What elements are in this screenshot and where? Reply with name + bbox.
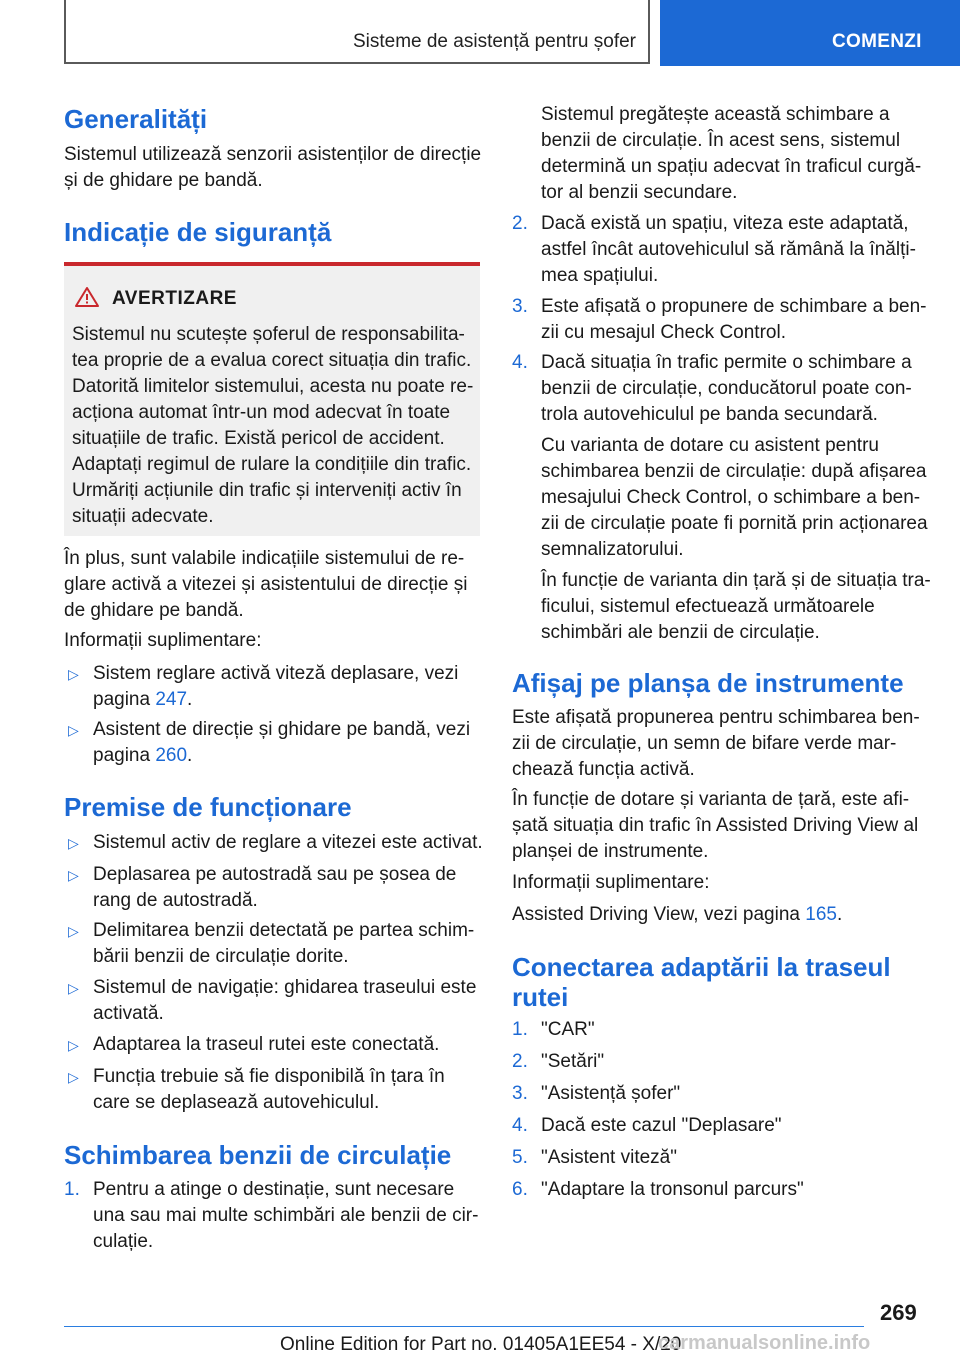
chapter-tab-label: COMENZI — [832, 31, 922, 52]
heading-display: Afișaj pe planșa de instrumente — [512, 668, 904, 698]
adv-reference: Assisted Driving View, vezi pagina 165. — [512, 904, 843, 925]
page-link[interactable]: 247 — [155, 689, 188, 710]
section-title: Sisteme de asistență pentru șofer — [352, 31, 636, 52]
triangle-bullet-icon: ▷ — [68, 1037, 79, 1053]
info-label: Informații suplimentare: — [512, 872, 710, 893]
plus-text-1: În plus, sunt valabile indicațiile sistemului de re‐ — [64, 548, 465, 569]
warning-triangle-icon — [74, 286, 100, 308]
header-section-box — [64, 0, 650, 64]
footer-edition: Online Edition for Part no. 01405A1EE54 - X/20 — [280, 1334, 682, 1355]
footer-divider — [64, 1326, 864, 1327]
triangle-bullet-icon: ▷ — [68, 835, 79, 851]
page-number: 269 — [880, 1300, 917, 1325]
heading-connect-2: rutei — [512, 982, 569, 1012]
plus-text-2: glare activă a vitezei și asistentului de direcție și — [64, 574, 468, 595]
plus-text-3: de ghidare pe bandă. — [64, 600, 244, 621]
triangle-bullet-icon: ▷ — [68, 666, 79, 682]
page-link[interactable]: 165 — [805, 904, 837, 925]
heading-premise: Premise de funcționare — [64, 792, 352, 822]
warning-text: Sistemul nu scutește șoferul de responsabilita‐ tea proprie de a evalua corect situația din trafic. Datorită limitelor sistemului, acesta nu poate re‐ acționa automat într-un mod adecvat în toate situațiile de trafic. Există pericol de accident. Adaptați regimul de rulare la condițiile din trafic. Urmăriți acțiunile din trafic și interveniți activ în situații adecvate. — [72, 324, 474, 527]
chapter-tab[interactable] — [660, 0, 960, 66]
warning-title: AVERTIZARE — [112, 288, 237, 309]
warning-box — [64, 262, 480, 536]
heading-safety: Indicație de siguranță — [64, 217, 332, 247]
triangle-bullet-icon: ▷ — [68, 923, 79, 939]
triangle-bullet-icon: ▷ — [68, 980, 79, 996]
watermark: carmanualsonline.info — [658, 1332, 871, 1354]
general-text-2: și de ghidare pe bandă. — [64, 170, 263, 191]
triangle-bullet-icon: ▷ — [68, 1069, 79, 1085]
page-link[interactable]: 260 — [155, 745, 188, 766]
triangle-bullet-icon: ▷ — [68, 867, 79, 883]
general-text-1: Sistemul utilizează senzorii asistenților de direcție — [64, 144, 482, 165]
heading-connect: Conectarea adaptării la traseul — [512, 952, 891, 982]
heading-general: Generalități — [64, 104, 208, 134]
heading-lane-change: Schimbarea benzii de circulație — [64, 1140, 452, 1170]
info-label: Informații suplimentare: — [64, 630, 262, 651]
triangle-bullet-icon: ▷ — [68, 722, 79, 738]
